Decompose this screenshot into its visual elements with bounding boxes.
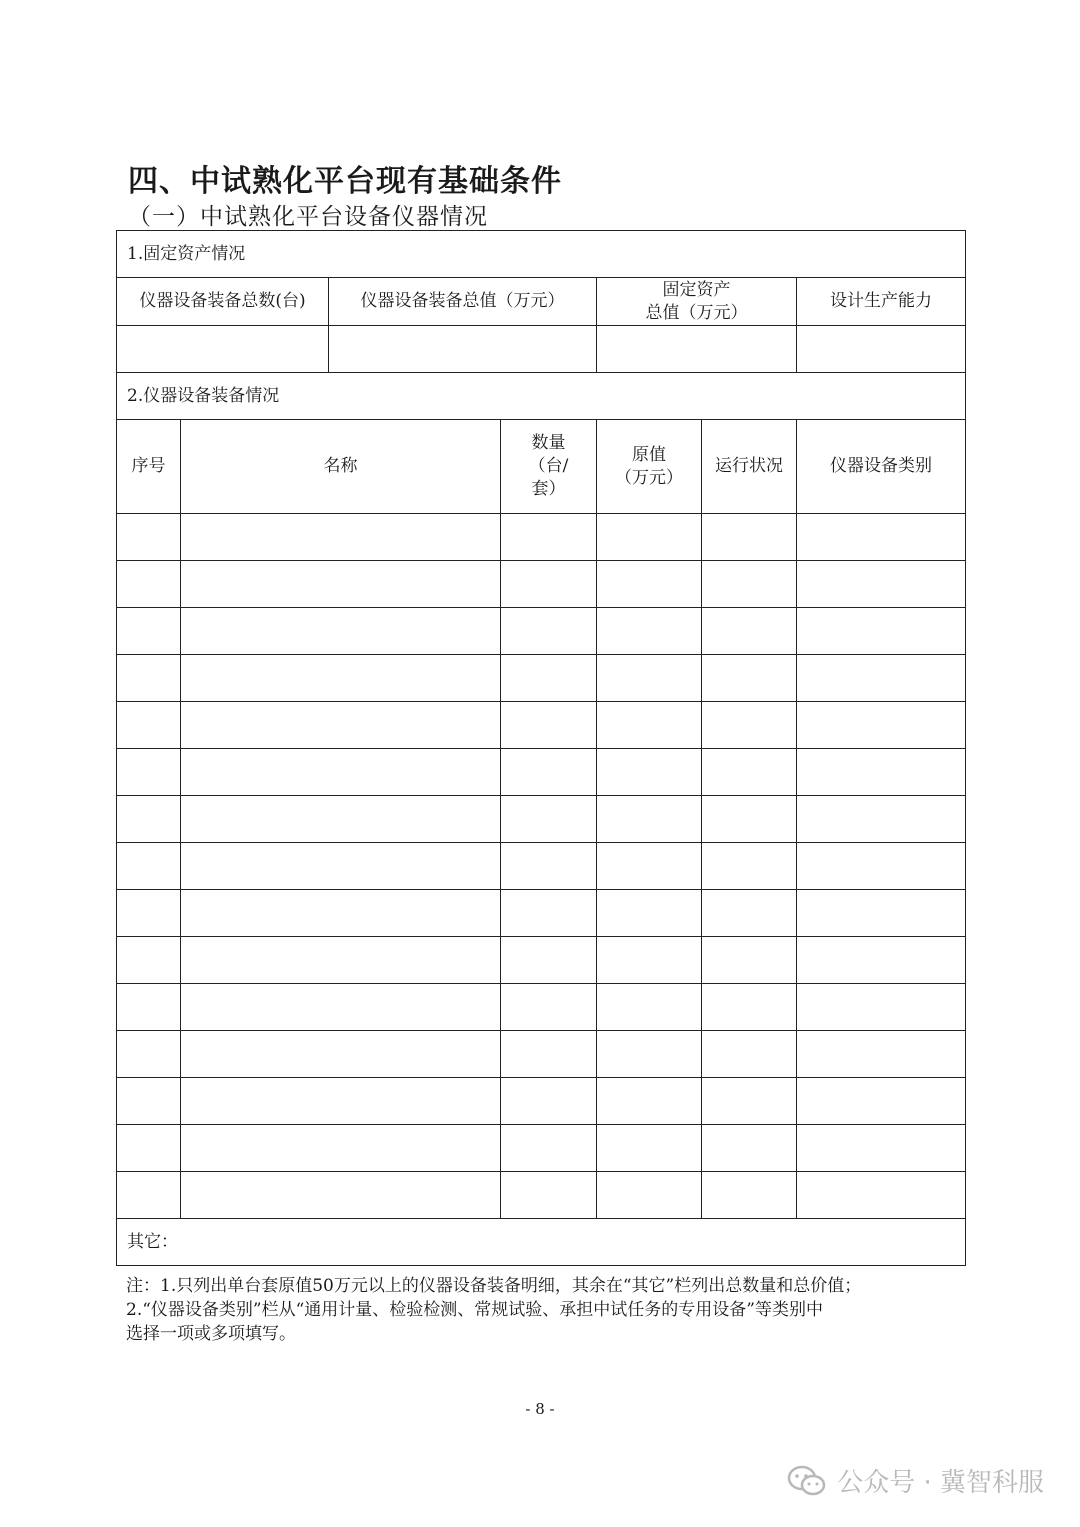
section-subheading: （一）中试熟化平台设备仪器情况 [128,204,488,230]
row-index-cell[interactable] [117,561,181,608]
row-index-cell[interactable] [117,1172,181,1219]
row-status-cell[interactable] [702,1172,797,1219]
row-status-cell[interactable] [702,608,797,655]
row-index-cell[interactable] [117,702,181,749]
section-heading: 四、中试熟化平台现有基础条件 [128,164,562,199]
wechat-icon [787,1465,827,1497]
page-number: - 8 - [525,1400,555,1418]
equipment-header-quantity: 数量 （台/ 套） [501,420,597,514]
fixed-assets-value-total-value[interactable] [329,326,597,373]
table-row [117,702,966,749]
watermark [787,1462,1044,1499]
equipment-other-row[interactable]: 其它： [117,1219,966,1266]
table-row [117,1078,966,1125]
row-name-cell[interactable] [181,561,501,608]
row-category-cell[interactable] [797,749,966,796]
note-line: 2.“仪器设备类别”栏从“通用计量、检验检测、常规试验、承担中试任务的专用设备”等类别中 [126,1300,823,1320]
table-row [117,843,966,890]
row-index-cell[interactable] [117,890,181,937]
row-value-cell[interactable] [597,655,702,702]
row-index-cell[interactable] [117,749,181,796]
row-value-cell[interactable] [597,796,702,843]
row-quantity-cell[interactable] [501,1125,597,1172]
row-quantity-cell[interactable] [501,702,597,749]
equipment-header-index: 序号 [117,420,181,514]
row-name-cell[interactable] [181,514,501,561]
row-quantity-cell[interactable] [501,514,597,561]
row-category-cell[interactable] [797,655,966,702]
row-quantity-cell[interactable] [501,890,597,937]
row-status-cell[interactable] [702,843,797,890]
row-category-cell[interactable] [797,937,966,984]
row-name-cell[interactable] [181,796,501,843]
row-quantity-cell[interactable] [501,1172,597,1219]
table-row [117,561,966,608]
row-category-cell[interactable] [797,514,966,561]
row-value-cell[interactable] [597,749,702,796]
equipment-form-table [116,230,966,1266]
row-name-cell[interactable] [181,608,501,655]
table-row [117,1031,966,1078]
row-name-cell[interactable] [181,890,501,937]
row-category-cell[interactable] [797,890,966,937]
row-name-cell[interactable] [181,984,501,1031]
table-row [117,608,966,655]
table-row [117,655,966,702]
row-category-cell[interactable] [797,1172,966,1219]
watermark-text: 公众号 · 冀智科服 [837,1468,1044,1498]
row-name-cell[interactable] [181,1172,501,1219]
row-status-cell[interactable] [702,890,797,937]
row-name-cell[interactable] [181,702,501,749]
row-status-cell[interactable] [702,514,797,561]
row-name-cell[interactable] [181,1125,501,1172]
row-index-cell[interactable] [117,1078,181,1125]
row-quantity-cell[interactable] [501,796,597,843]
row-name-cell[interactable] [181,655,501,702]
row-index-cell[interactable] [117,655,181,702]
row-index-cell[interactable] [117,1031,181,1078]
fixed-assets-value-total-count[interactable] [117,326,329,373]
note-line: 选择一项或多项填写。 [126,1324,296,1344]
row-name-cell[interactable] [181,937,501,984]
row-category-cell[interactable] [797,796,966,843]
row-quantity-cell[interactable] [501,655,597,702]
row-value-cell[interactable] [597,1078,702,1125]
row-value-cell[interactable] [597,514,702,561]
row-category-cell[interactable] [797,1031,966,1078]
row-status-cell[interactable] [702,937,797,984]
row-status-cell[interactable] [702,1078,797,1125]
equipment-header-status: 运行状况 [702,420,797,514]
row-quantity-cell[interactable] [501,843,597,890]
row-status-cell[interactable] [702,561,797,608]
fixed-assets-header-total-value: 仪器设备装备总值（万元） [329,278,597,326]
row-quantity-cell[interactable] [501,561,597,608]
row-category-cell[interactable] [797,984,966,1031]
table-notes [126,1274,966,1346]
row-index-cell[interactable] [117,796,181,843]
row-status-cell[interactable] [702,749,797,796]
row-status-cell[interactable] [702,796,797,843]
equipment-header-name: 名称 [181,420,501,514]
row-status-cell[interactable] [702,1031,797,1078]
row-value-cell[interactable] [597,890,702,937]
table-row [117,890,966,937]
row-value-cell[interactable] [597,702,702,749]
row-value-cell[interactable] [597,1172,702,1219]
row-status-cell[interactable] [702,1125,797,1172]
row-quantity-cell[interactable] [501,608,597,655]
row-name-cell[interactable] [181,749,501,796]
fixed-assets-header-asset-value: 固定资产 总值（万元） [597,278,797,326]
table-row [117,749,966,796]
row-value-cell[interactable] [597,608,702,655]
equipment-rows [117,514,966,1219]
row-category-cell[interactable] [797,1078,966,1125]
table-row [117,984,966,1031]
row-value-cell[interactable] [597,984,702,1031]
table-row [117,514,966,561]
fixed-assets-header-total-count: 仪器设备装备总数(台) [117,278,329,326]
table-row [117,796,966,843]
row-status-cell[interactable] [702,702,797,749]
row-quantity-cell[interactable] [501,1031,597,1078]
row-category-cell[interactable] [797,608,966,655]
fixed-assets-section-label: 1.固定资产情况 [117,231,966,278]
row-name-cell[interactable] [181,843,501,890]
row-quantity-cell[interactable] [501,1078,597,1125]
row-category-cell[interactable] [797,843,966,890]
fixed-assets-header-capacity: 设计生产能力 [797,278,966,326]
row-index-cell[interactable] [117,514,181,561]
row-value-cell[interactable] [597,1125,702,1172]
row-value-cell[interactable] [597,843,702,890]
row-index-cell[interactable] [117,1125,181,1172]
row-index-cell[interactable] [117,984,181,1031]
note-line: 注：1.只列出单台套原值50万元以上的仪器设备装备明细，其余在“其它”栏列出总数量和总价值； [126,1276,862,1296]
row-category-cell[interactable] [797,561,966,608]
row-value-cell[interactable] [597,561,702,608]
row-value-cell[interactable] [597,937,702,984]
row-quantity-cell[interactable] [501,749,597,796]
row-category-cell[interactable] [797,702,966,749]
row-index-cell[interactable] [117,608,181,655]
equipment-header-category: 仪器设备类别 [797,420,966,514]
row-quantity-cell[interactable] [501,937,597,984]
table-row [117,1172,966,1219]
fixed-assets-value-capacity[interactable] [797,326,966,373]
row-category-cell[interactable] [797,1125,966,1172]
row-status-cell[interactable] [702,655,797,702]
row-status-cell[interactable] [702,984,797,1031]
row-quantity-cell[interactable] [501,984,597,1031]
row-name-cell[interactable] [181,1078,501,1125]
row-value-cell[interactable] [597,1031,702,1078]
table-row [117,937,966,984]
equipment-header-original-value: 原值 （万元） [597,420,702,514]
row-name-cell[interactable] [181,1031,501,1078]
table-row [117,1125,966,1172]
equipment-section-label: 2.仪器设备装备情况 [117,373,966,420]
row-index-cell[interactable] [117,843,181,890]
fixed-assets-value-asset-value[interactable] [597,326,797,373]
row-index-cell[interactable] [117,937,181,984]
